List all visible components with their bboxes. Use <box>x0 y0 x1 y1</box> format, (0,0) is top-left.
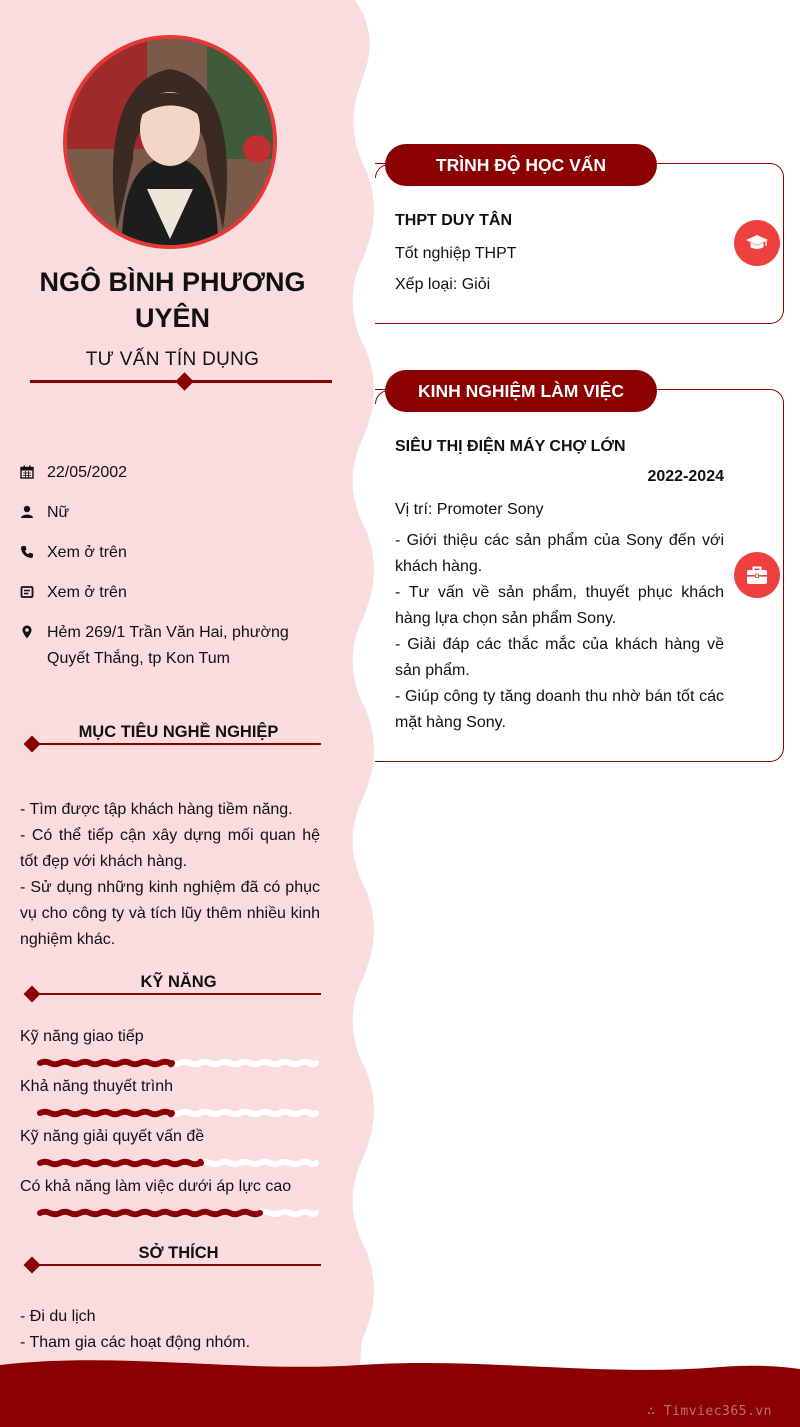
location-icon <box>20 620 47 672</box>
phone-icon <box>20 540 47 566</box>
duty-line: - Giới thiệu các sản phẩm của Sony đến với khách hàng. <box>395 532 724 575</box>
career-goal-line: - Sử dụng những kinh nghiệm đã có phục vụ cho công ty và tích lũy thêm nhiều kinh nghiệm khác. <box>20 879 320 948</box>
hobbies-text <box>20 1304 320 1356</box>
email-value[interactable]: Xem ở trên <box>47 584 127 601</box>
skill-name: Khả năng thuyết trình <box>20 1078 173 1095</box>
career-goal-text <box>20 797 320 953</box>
education-heading: TRÌNH ĐỘ HỌC VẤN <box>385 144 657 186</box>
hobby-line: - Đi du lịch <box>20 1308 96 1325</box>
experience-heading: KINH NGHIỆM LÀM VIỆC <box>385 370 657 412</box>
skill-level-bar <box>36 1207 320 1219</box>
skill-name: Kỹ năng giải quyết vấn đề <box>20 1128 205 1145</box>
duty-line: - Giúp công ty tăng doanh thu nhờ bán tốt các mặt hàng Sony. <box>395 688 724 731</box>
experience-period: 2022-2024 <box>647 468 724 485</box>
avatar <box>63 35 277 249</box>
skill-name: Kỹ năng giao tiếp <box>20 1028 144 1045</box>
career-goal-line: - Tìm được tập khách hàng tiềm năng. <box>20 801 293 818</box>
experience-company: SIÊU THỊ ĐIỆN MÁY CHỢ LỚN <box>395 438 626 455</box>
experience-duties <box>395 528 724 736</box>
experience-position: Vị trí: Promoter Sony <box>395 501 544 518</box>
job-title: TƯ VẤN TÍN DỤNG <box>85 349 260 370</box>
briefcase-icon <box>734 552 780 598</box>
career-goal-line: - Có thể tiếp cận xây dựng mối quan hệ tốt đẹp với khách hàng. <box>20 827 320 870</box>
skill-level-bar <box>36 1157 320 1169</box>
skill-bar-fill <box>40 1212 260 1215</box>
birthday-value: 22/05/2002 <box>47 464 128 481</box>
duty-line: - Tư vấn về sản phẩm, thuyết phục khách hàng lựa chọn sản phẩm Sony. <box>395 584 724 627</box>
email-icon <box>20 580 47 606</box>
contact-birthday <box>20 460 320 486</box>
calendar-icon <box>20 460 47 486</box>
address-value: Hẻm 269/1 Trần Văn Hai, phường Quyết Thắng, tp Kon Tum <box>47 624 289 667</box>
skills-heading-label: KỸ NĂNG <box>140 973 217 991</box>
profile-name: NGÔ BÌNH PHƯƠNG UYÊN <box>39 267 306 333</box>
watermark: ∴ Timviec365.vn <box>647 1404 772 1419</box>
hobby-line: - Tham gia các hoạt động nhóm. <box>20 1334 251 1351</box>
graduation-cap-icon <box>734 220 780 266</box>
skills-heading <box>26 973 321 993</box>
skill-level-bar <box>36 1107 320 1119</box>
skill-bar-fill <box>40 1112 172 1115</box>
hobbies-heading-label: SỞ THÍCH <box>138 1244 219 1262</box>
phone-value[interactable]: Xem ở trên <box>47 544 127 561</box>
education-school: THPT DUY TÂN <box>395 212 513 229</box>
career-goal-heading <box>26 723 321 743</box>
skill-level-bar <box>36 1057 320 1069</box>
contact-email <box>20 580 320 606</box>
hobbies-heading <box>26 1244 321 1264</box>
user-icon <box>20 500 47 526</box>
duty-line: - Giải đáp các thắc mắc của khách hàng về sản phẩm. <box>395 636 724 679</box>
skill-bar-fill <box>40 1062 172 1065</box>
contact-gender <box>20 500 320 526</box>
skill-name: Có khả năng làm việc dưới áp lực cao <box>20 1178 292 1195</box>
education-degree: Tốt nghiệp THPT <box>395 245 517 262</box>
gender-value: Nữ <box>47 504 70 521</box>
profile-photo <box>67 39 273 245</box>
education-grade: Xếp loại: Giỏi <box>395 276 491 293</box>
career-goal-heading-label: MỤC TIÊU NGHỀ NGHIỆP <box>78 723 279 741</box>
contact-address <box>20 620 320 672</box>
skill-bar-fill <box>40 1162 201 1165</box>
contact-phone <box>20 540 320 566</box>
